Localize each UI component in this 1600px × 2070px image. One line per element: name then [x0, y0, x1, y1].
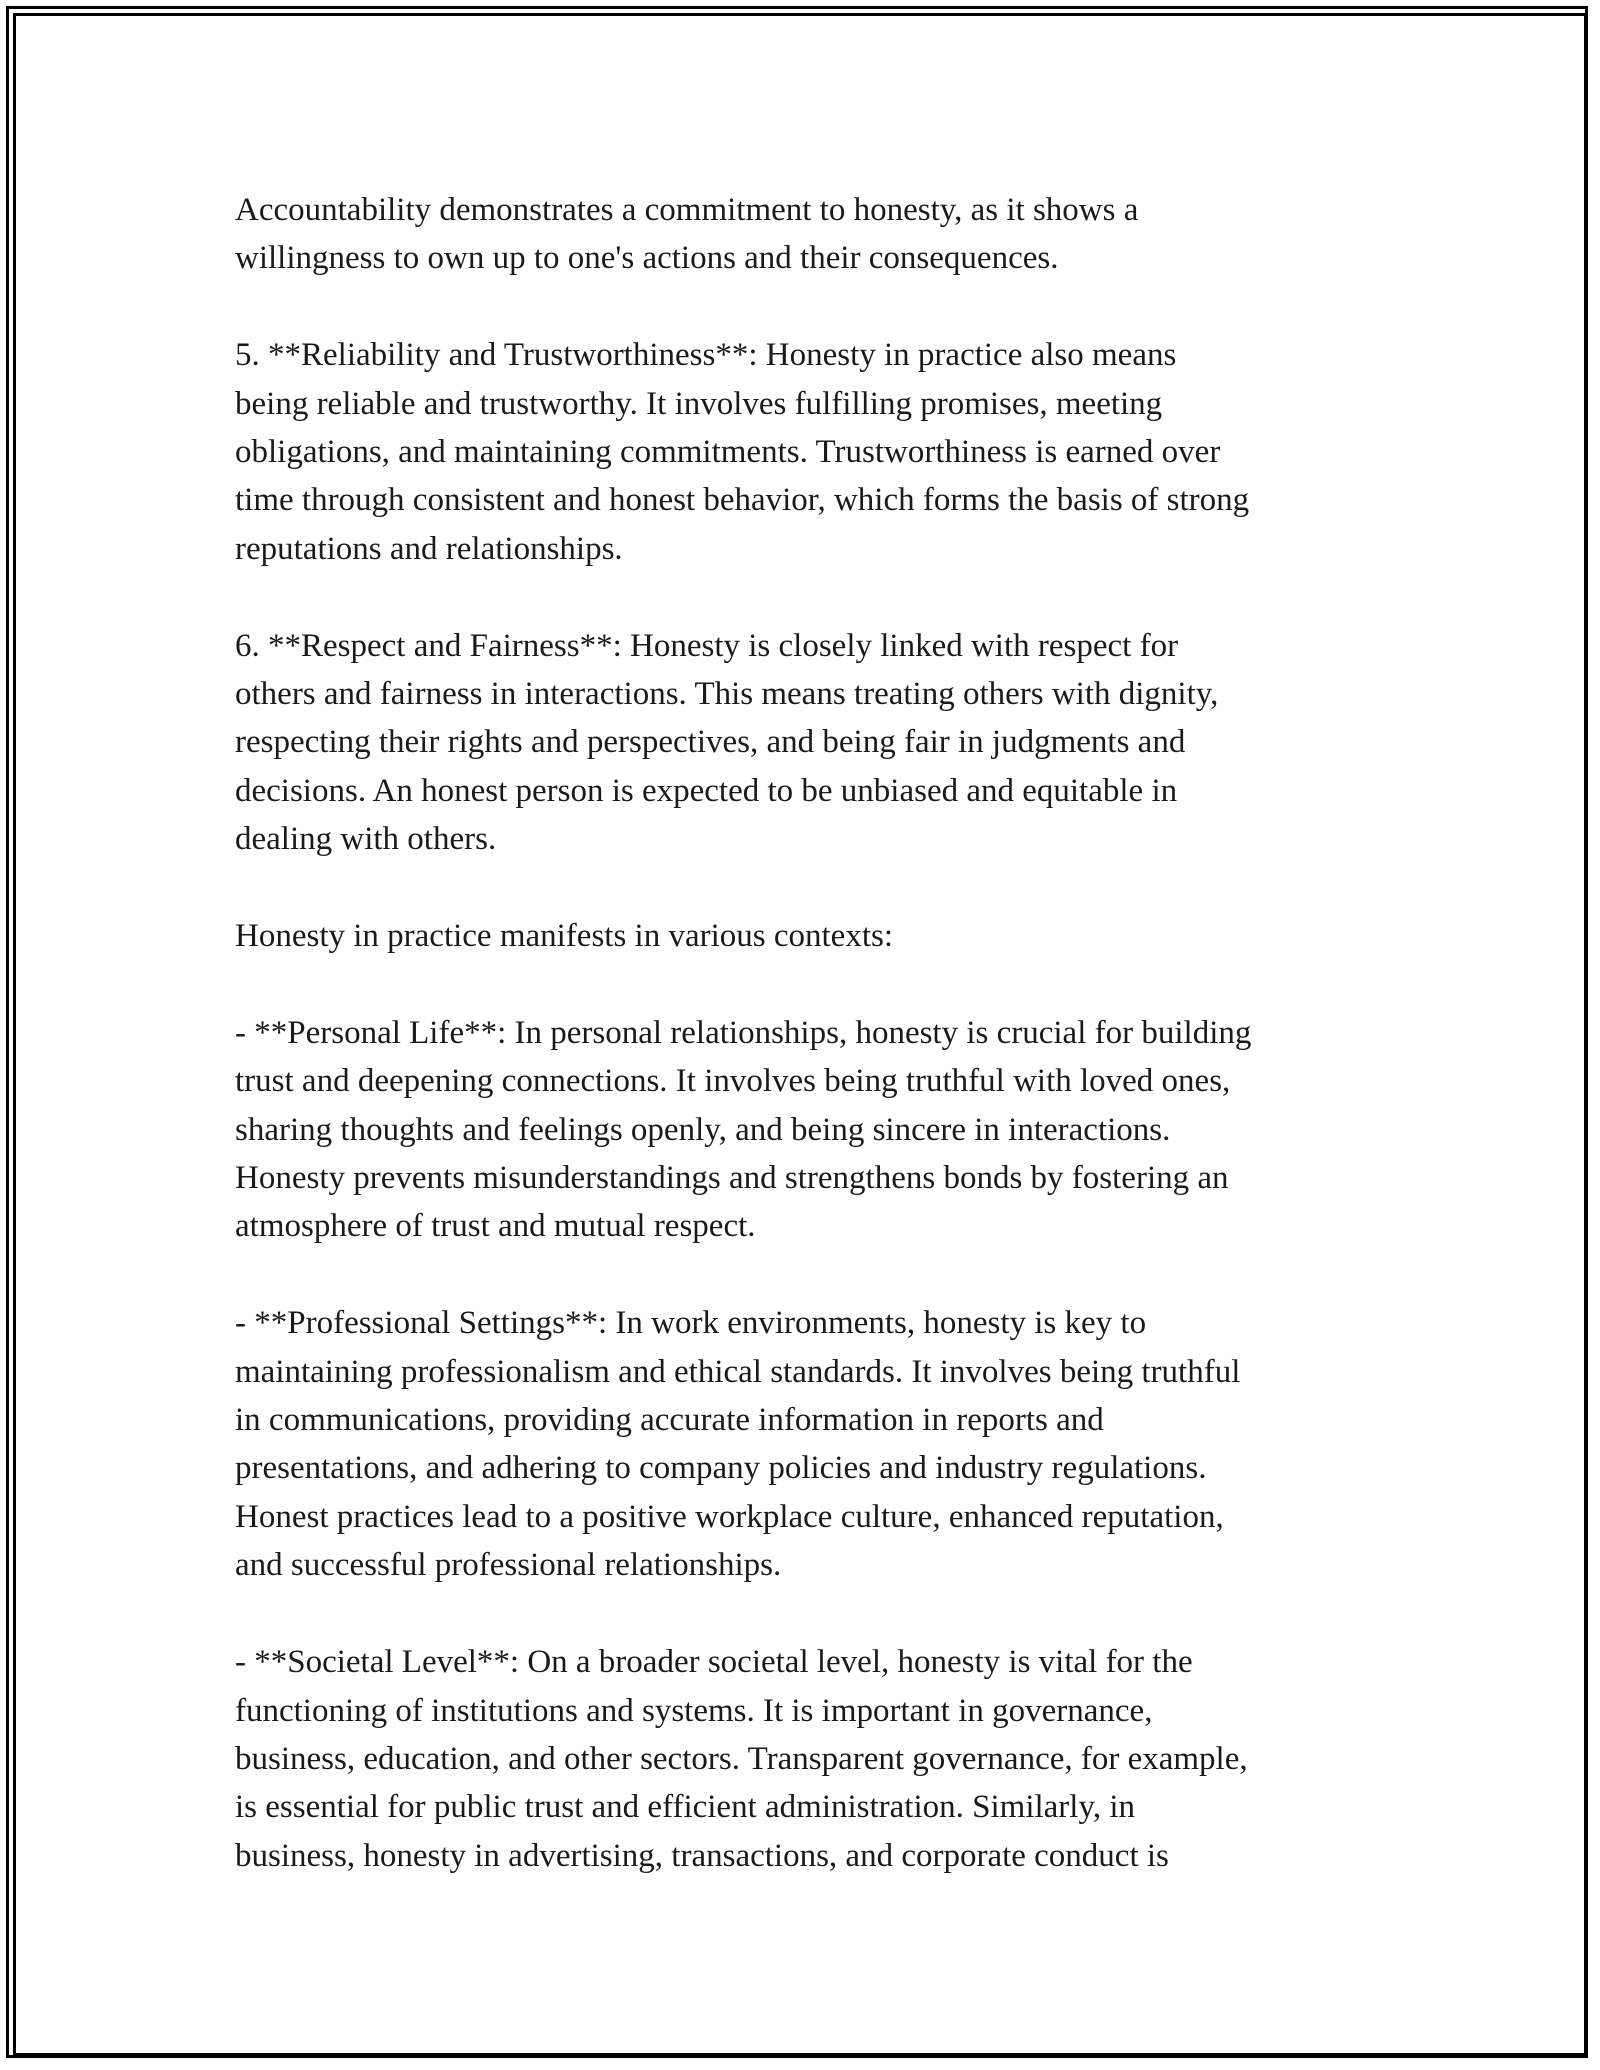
paragraph-contexts-intro: Honesty in practice manifests in various contexts: [235, 918, 894, 955]
paragraph-reliability: 5. **Reliability and Trustworthiness**: Honesty in practice also means being reliable and trustworthy. It involves fulfilling promises, meeting obligations, and maintaining commitments. Trustworthiness is earned over time through consistent and honest behavior, which forms the basis of strong reputations and relationships. [235, 337, 1250, 567]
paragraph-professional-settings: - **Professional Settings**: In work environments, honesty is key to maintaining professionalism and ethical standards. It involves being truthful in communications, providing accurate information in reports and presentations, and adhering to company policies and industry regulations. Honest practices lead to a positive workplace culture, enhanced reputation, and successful professional relationships. [235, 1305, 1241, 1584]
paragraph-accountability: Accountability demonstrates a commitment to honesty, as it shows a willingness to own up to one's actions and their consequences. [235, 192, 1139, 277]
paragraph-respect: 6. **Respect and Fairness**: Honesty is closely linked with respect for others and fairness in interactions. This means treating others with dignity, respecting their rights and perspectives, and being fair in judgments and decisions. An honest person is expected to be unbiased and equitable in dealing with others. [235, 627, 1219, 858]
paragraph-personal-life: - **Personal Life**: In personal relationships, honesty is crucial for building trust and deepening connections. It involves being truthful with loved ones, sharing thoughts and feelings openly, and being sincere in interactions. Honesty prevents misunderstandings and strengthens bonds by fostering an atmosphere of trust and mutual respect. [235, 1014, 1252, 1245]
document-body [235, 186, 1385, 1929]
paragraph-societal-level: - **Societal Level**: On a broader societal level, honesty is vital for the functioning of institutions and systems. It is important in governance, business, education, and other sectors. Transparent governance, for example, is essential for public trust and efficient administration. Similarly, in business, honesty in advertising, transactions, and corporate conduct is [235, 1644, 1248, 1874]
